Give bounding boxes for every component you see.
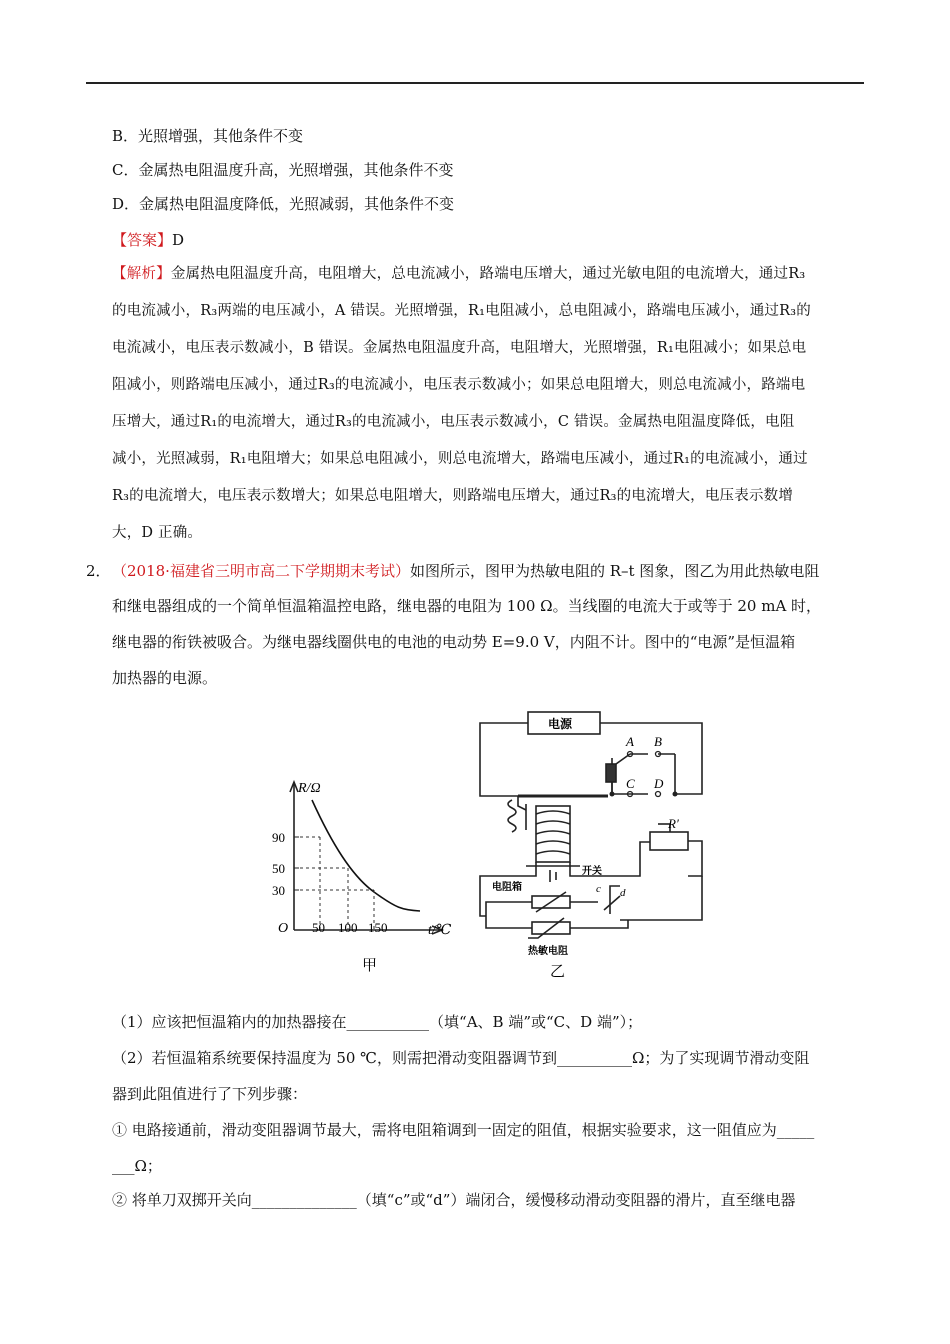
contact-d: d [620,887,626,899]
x-tick-150: 150 [368,920,388,935]
step-1-line-2: ___Ω； [112,1157,162,1175]
terminal-b: B [654,734,662,749]
figure-yi-circuit [470,706,720,986]
armature-contact [606,764,616,782]
analysis-label: 【解析】 [112,266,171,282]
x-axis-label: t/℃ [428,923,452,938]
y-tick-90: 90 [272,830,285,845]
analysis-line-4: 阻减小，则路端电压减小，通过R₃的电流减小，电压表示数减小；如果总电阻增大，则总电流减小，路端电 [112,377,806,393]
resistance-box-label: 电阻箱 [492,882,522,893]
x-tick-50: 50 [312,920,325,935]
figure-jia-graph [270,770,460,980]
step-1-line-1: ① 电路接通前，滑动变阻器调节最大，需将电阻箱调到一固定的阻值，根据实验要求，这一阻值应为_____ [112,1121,815,1139]
terminal-d: D [654,776,664,791]
analysis-line-1: 【解析】金属热电阻温度升高，电阻增大，总电流减小，路端电压增大，通过光敏电阻的电流增大，通过R₃ [112,266,806,282]
analysis-line-8: 大，D 正确。 [112,525,203,541]
terminal-a: A [626,734,634,749]
analysis-line-2: 的电流减小，R₃两端的电压减小，A 错误。光照增强，R₁电阻减小，总电阻减小，路端电压减小，通过R₃的 [112,303,811,319]
terminal-c: C [626,776,635,791]
rheostat-label: R′ [668,816,679,831]
option-d: D．金属热电阻温度降低，光照减弱，其他条件不变 [112,195,455,213]
question-line-4: 加热器的电源。 [112,669,218,687]
analysis-line-6: 减小，光照减弱，R₁电阻增大；如果总电阻减小，则总电流增大，路端电压减小，通过R₁的电流减小，通过 [112,451,808,467]
option-b: B．光照增强，其他条件不变 [112,127,304,145]
power-label: 电源 [548,717,573,731]
answer-label: 【答案】 [112,231,173,249]
origin-label: O [278,921,289,936]
header-rule [86,82,864,84]
question-number: 2． [86,562,111,580]
relay-coil [536,811,570,854]
analysis-line-5: 压增大，通过R₁的电流增大，通过R₃的电流减小，电压表示数减小，C 错误。金属热电阻温度降低，电阻 [112,414,795,430]
option-c: C．金属热电阻温度升高，光照增强，其他条件不变 [112,161,454,179]
thermistor-label: 热敏电阻 [528,946,568,957]
y-tick-30: 30 [272,883,285,898]
sub-question-1: （1）应该把恒温箱内的加热器接在___________（填“A、B 端”或“C、D 端”）； [112,1013,643,1031]
analysis-line-7: R₃的电流增大，电压表示数增大；如果总电阻增大，则路端电压增大，通过R₃的电流增大，电压表示数增 [112,488,794,504]
analysis-line-3: 电流减小，电压表示数减小，B 错误。金属热电阻温度升高，电阻增大，光照增强，R₁电阻减小；如果总电 [112,340,807,356]
r-t-curve [312,800,420,911]
question-line-3: 继电器的衔铁被吸合。为继电器线圈供电的电池的电动势 E=9.0 V，内阻不计。图中的“电源”是恒温箱 [112,633,796,651]
answer-value: D [172,231,185,249]
power-wire-right [600,723,702,794]
sub-question-2-line-2: 器到此阻值进行了下列步骤： [112,1085,308,1103]
answer-line [112,230,184,250]
switch-blade [604,896,620,910]
y-tick-50: 50 [272,861,285,876]
y-axis-label: R/Ω [298,781,321,796]
rheostat [650,832,688,850]
step-2: ② 将单刀双掷开关向______________（填“c”或“d”）端闭合，缓慢移动滑动变阻器的滑片，直至继电器 [112,1191,796,1209]
x-tick-100: 100 [338,920,358,935]
spring [508,800,516,832]
contact-c: c [596,883,601,895]
caption-yi: 乙 [550,964,566,980]
sub-question-2-line-1: （2）若恒温箱系统要保持温度为 50 ℃，则需把滑动变阻器调节到__________Ω；为了实现调节滑动变阻 [112,1049,810,1067]
question-line-1: （2018·福建省三明市高二下学期期末考试）如图所示，图甲为热敏电阻的 R–t 图象，图乙为用此热敏电阻 [112,562,820,580]
caption-jia: 甲 [362,958,378,974]
question-source: （2018·福建省三明市高二下学期期末考试） [112,562,410,580]
power-wire-left [480,723,528,796]
switch-label: 开关 [582,866,602,877]
relay-core [536,806,570,862]
question-line-2: 和继电器组成的一个简单恒温箱温控电路，继电器的电阻为 100 Ω。当线圈的电流大于或等于 20 mA 时， [112,597,822,615]
